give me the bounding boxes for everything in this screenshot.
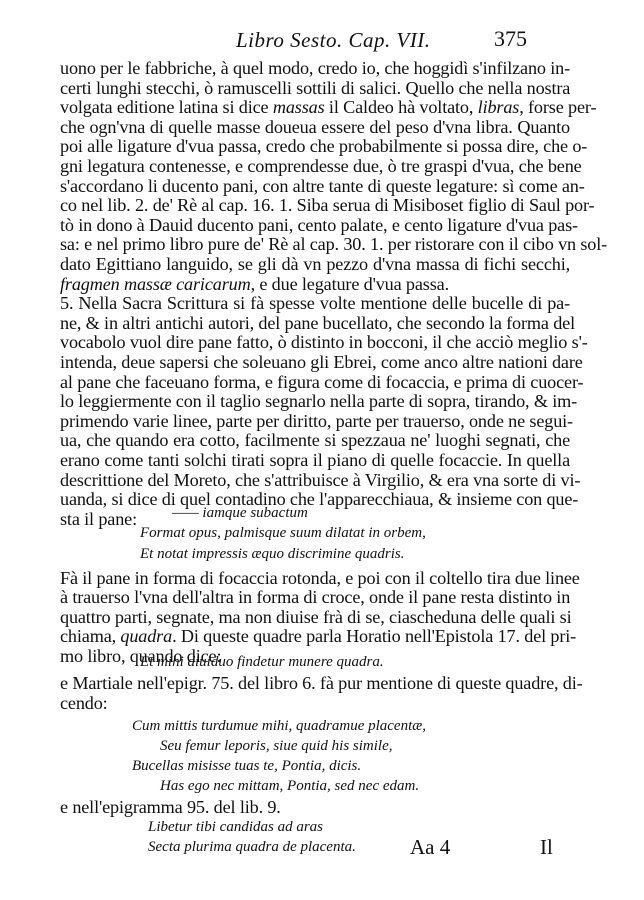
text-span: lo leggiermente con il taglio segnarlo nella parte di sopra, tirando, & im- bbox=[60, 391, 578, 412]
text-line bbox=[60, 136, 588, 157]
text-line bbox=[60, 693, 570, 713]
text-line bbox=[60, 797, 570, 817]
text-line bbox=[60, 626, 577, 647]
verse-line: Cum mittis turdumue mihi, quadramue placentæ, bbox=[132, 718, 427, 734]
text-span: quattro parti, segnate, ma non diuise frà di se, ciascheduna delle quali si bbox=[60, 606, 572, 627]
text-line bbox=[60, 607, 570, 627]
text-line bbox=[60, 673, 583, 693]
text-span: chiama, bbox=[60, 626, 121, 647]
text-span: sa: e nel primo libro pure de' Rè al cap. 30. 1. per ristorare con il cibo vn sol- bbox=[60, 234, 608, 255]
text-line bbox=[60, 410, 573, 431]
text-line bbox=[60, 371, 584, 392]
text-span: descrittione del Moreto, che s'attribuisce à Virgilio, & era vna sorte di vi- bbox=[60, 469, 581, 490]
text-line bbox=[60, 332, 588, 353]
italic-span: quadra bbox=[120, 626, 173, 647]
page-number: 375 bbox=[494, 26, 527, 51]
italic-span: massas bbox=[272, 97, 325, 118]
text-span: e nell'epigramma 95. del lib. 9. bbox=[60, 797, 281, 817]
text-span: ne, & in altri antichi autori, del pane bucellato, che secondo la forma del bbox=[60, 312, 575, 333]
text-span: volgata editione latina si dice bbox=[60, 97, 273, 118]
text-span: co nel lib. 2. de' Rè al cap. 16. 1. Siba serua di Misiboset figlio di Saul por- bbox=[60, 195, 595, 216]
text-line bbox=[60, 175, 585, 196]
text-span: che ogn'vna di quelle masse doueua essere del peso d'vna libra. Quanto bbox=[60, 116, 570, 137]
text-line bbox=[60, 352, 583, 372]
text-line bbox=[60, 587, 570, 607]
text-span: sta il pane: bbox=[60, 508, 137, 529]
text-line bbox=[60, 312, 575, 333]
text-span: , forse per- bbox=[519, 97, 597, 118]
text-span: , e due legature d'vua passa. bbox=[250, 273, 449, 294]
text-line bbox=[60, 469, 581, 490]
text-line bbox=[60, 97, 597, 118]
verse-line: Has ego nec mittam, Pontia, sed nec edam. bbox=[160, 778, 420, 794]
text-line bbox=[60, 430, 570, 450]
verse-line: Seu femur leporis, siue quid his simile, bbox=[160, 738, 393, 754]
text-line bbox=[60, 274, 570, 294]
text-line bbox=[60, 58, 570, 78]
text-line bbox=[60, 391, 578, 412]
text-span: certi lunghi stecchi, ò ramuscelli sottili di salici. Quello che nella nostra bbox=[60, 77, 571, 98]
text-span: intenda, deue sapersi che soleuano gli Ebrei, come anco altre nationi dare bbox=[60, 352, 583, 372]
text-line bbox=[60, 254, 570, 274]
text-span: gni legatura contenesse, e comprendesse due, ò tre graspi d'vua, che bene bbox=[60, 156, 582, 176]
text-line bbox=[60, 568, 580, 588]
text-line bbox=[60, 78, 570, 98]
text-span: Fà il pane in forma di focaccia rotonda, e poi con il coltello tira due linee bbox=[60, 568, 580, 588]
verse-line: Et mihi diuiduo findetur munere quadra. bbox=[140, 654, 384, 670]
text-line bbox=[60, 489, 579, 510]
text-line bbox=[60, 156, 582, 176]
text-span: . Di queste quadre parla Horatio nell'Epistola 17. del pri- bbox=[172, 626, 577, 647]
page-header bbox=[0, 26, 644, 56]
text-span: poi alle ligature d'vua passa, credo che probabilmente si possa dire, che o- bbox=[60, 136, 588, 157]
italic-span: fragmen massæ caricarum bbox=[60, 273, 251, 294]
text-span: uanda, si dice di quel contadino che l'apparecchiaua, & insieme con que- bbox=[60, 489, 579, 510]
page-footer bbox=[0, 835, 644, 865]
text-span: cendo: bbox=[60, 693, 108, 713]
signature-mark: Aa 4 bbox=[410, 835, 451, 859]
text-span: s'accordano li ducento pani, con altre tante di queste legature: sì come an- bbox=[60, 175, 585, 196]
italic-span: libras bbox=[477, 97, 520, 118]
verse-line: Et notat impressis æquo discrimine quadris. bbox=[140, 546, 405, 562]
text-span: erano come tanti solchi tirati sopra il piano di quelle focaccie. In quella bbox=[60, 450, 570, 470]
verse-line: —— iamque subactum bbox=[172, 505, 308, 521]
text-line bbox=[60, 234, 608, 255]
text-line bbox=[60, 195, 595, 216]
verse-line: Format opus, palmisque suum dilatat in orbem, bbox=[140, 525, 426, 541]
text-line bbox=[60, 450, 570, 470]
verse-line: Libetur tibi candidas ad aras bbox=[148, 819, 324, 835]
text-span: e Martiale nell'epigr. 75. del libro 6. fà pur mentione di queste quadre, di- bbox=[60, 673, 583, 693]
text-span: à trauerso l'vna dell'altra in forma di croce, onde il pane resta distinto in bbox=[60, 587, 571, 608]
verse-line: Bucellas misisse tuas te, Pontia, dicis. bbox=[132, 758, 362, 774]
text-span: ua, che quando era cotto, facilmente si spezzaua ne' luoghi segnati, che bbox=[60, 430, 570, 451]
text-span: tò in dono à Dauid ducento pani, cento palate, e cento ligature d'vua pas- bbox=[60, 214, 578, 235]
text-line bbox=[60, 293, 570, 313]
text-span: dato Egittiano languido, se gli dà vn pezzo d'vna massa di fichi secchi, bbox=[60, 254, 570, 274]
text-span: al pane che faceuano forma, e figura come di focaccia, e prima di cuocer- bbox=[60, 371, 584, 392]
catchword: Il bbox=[540, 835, 553, 859]
running-head: Libro Sesto. Cap. VII. bbox=[236, 28, 431, 52]
verse-line: Secta plurima quadra de placenta. bbox=[148, 839, 356, 855]
text-span: 5. Nella Sacra Scrittura si fà spesse volte mentione delle bucelle di pa- bbox=[60, 293, 570, 314]
text-line bbox=[60, 117, 570, 137]
text-span: primendo varie linee, parte per diritto, parte per trauerso, onde ne segui- bbox=[60, 410, 573, 431]
text-line bbox=[60, 214, 578, 235]
text-span: vocabolo vuol dire pane fatto, ò distinto in bocconi, il che acciò meglio s'- bbox=[60, 332, 588, 353]
text-span: uono per le fabbriche, à quel modo, credo io, che hoggidì s'infilzano in- bbox=[60, 58, 571, 78]
text-span: mo libro, quando dice: bbox=[60, 645, 222, 666]
text-span: il Caldeo hà voltato, bbox=[324, 97, 478, 118]
